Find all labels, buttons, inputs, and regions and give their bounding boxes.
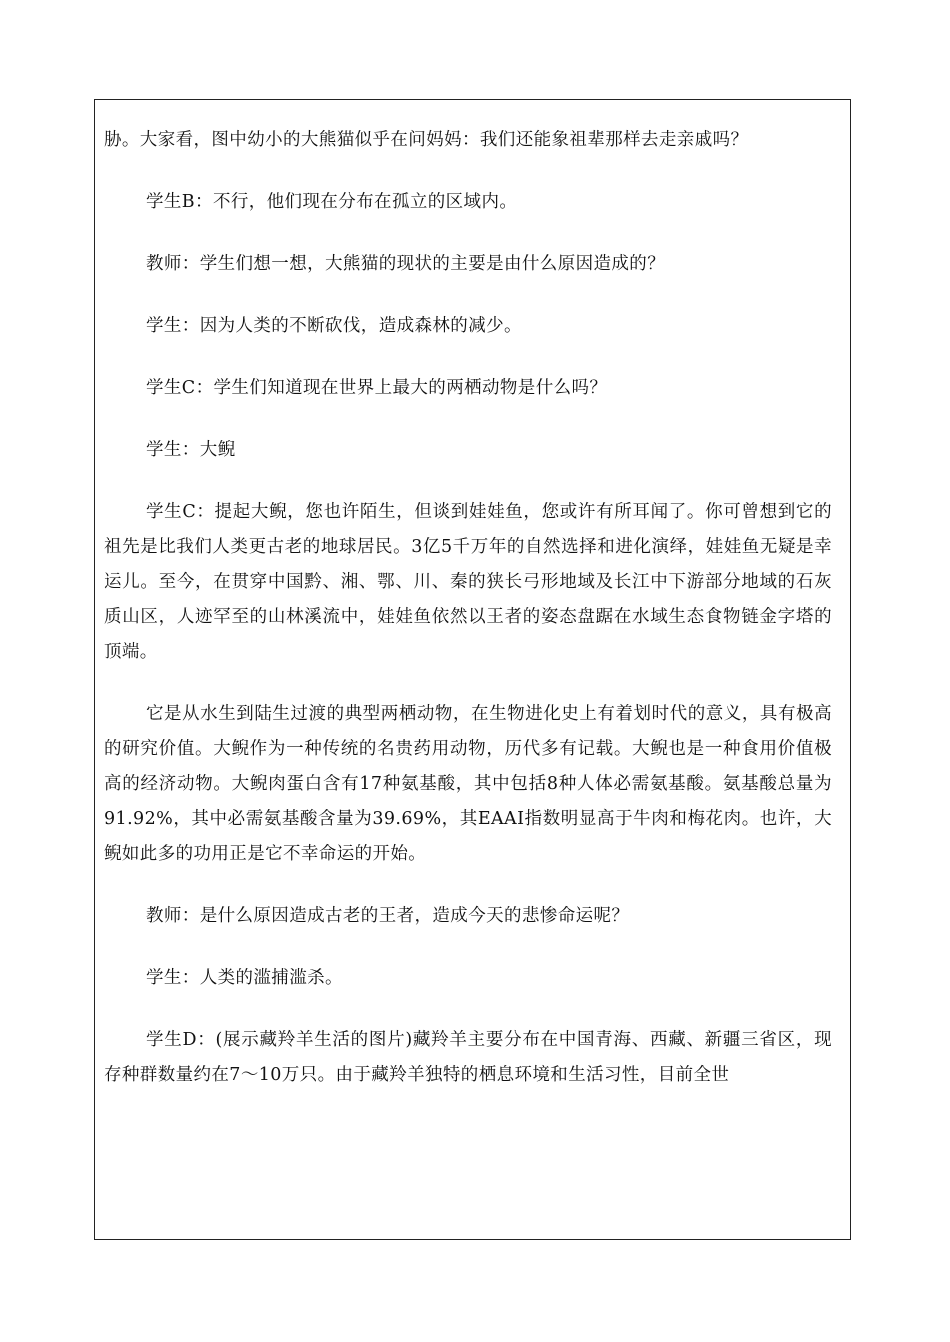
paragraph-7: 学生C：提起大鲵，您也许陌生，但谈到娃娃鱼，您或许有所耳闻了。你可曾想到它的祖先是比我们人类更古老的地球居民。3亿5千万年的自然选择和进化演绎，娃娃鱼无疑是幸运儿。至今，在贯穿中国黔、湘、鄂、川、秦的狭长弓形地域及长江中下游部分地域的石灰质山区，人迹罕至的山林溪流中，娃娃鱼依然以王者的姿态盘踞在水域生态食物链金字塔的顶端。 (104, 502, 832, 662)
paragraph-1: 胁。大家看，图中幼小的大熊猫似乎在问妈妈：我们还能象祖辈那样去走亲戚吗？ (104, 130, 749, 150)
document-body (104, 123, 832, 1093)
paragraph-2: 学生B：不行，他们现在分布在孤立的区域内。 (146, 192, 518, 212)
paragraph-3: 教师：学生们想一想，大熊猫的现状的主要是由什么原因造成的？ (146, 254, 666, 274)
paragraph-10: 学生：人类的滥捕滥杀。 (146, 968, 343, 988)
paragraph-4: 学生：因为人类的不断砍伐，造成森林的减少。 (146, 316, 522, 336)
paragraph-9: 教师：是什么原因造成古老的王者，造成今天的悲惨命运呢？ (146, 906, 630, 926)
paragraph-11: 学生D：(展示藏羚羊生活的图片)藏羚羊主要分布在中国青海、西藏、新疆三省区，现存种群数量约在7～10万只。由于藏羚羊独特的栖息环境和生活习性，目前全世 (104, 1030, 832, 1085)
paragraph-8: 它是从水生到陆生过渡的典型两栖动物，在生物进化史上有着划时代的意义，具有极高的研究价值。大鲵作为一种传统的名贵药用动物，历代多有记载。大鲵也是一种食用价值极高的经济动物。大鲵肉蛋白含有17种氨基酸，其中包括8种人体必需氨基酸。氨基酸总量为91.92%，其中必需氨基酸含量为39.69%，其EAAI指数明显高于牛肉和梅花肉。也许，大鲵如此多的功用正是它不幸命运的开始。 (104, 704, 832, 864)
paragraph-5: 学生C：学生们知道现在世界上最大的两栖动物是什么吗？ (146, 378, 608, 398)
paragraph-6: 学生：大鲵 (146, 440, 236, 460)
